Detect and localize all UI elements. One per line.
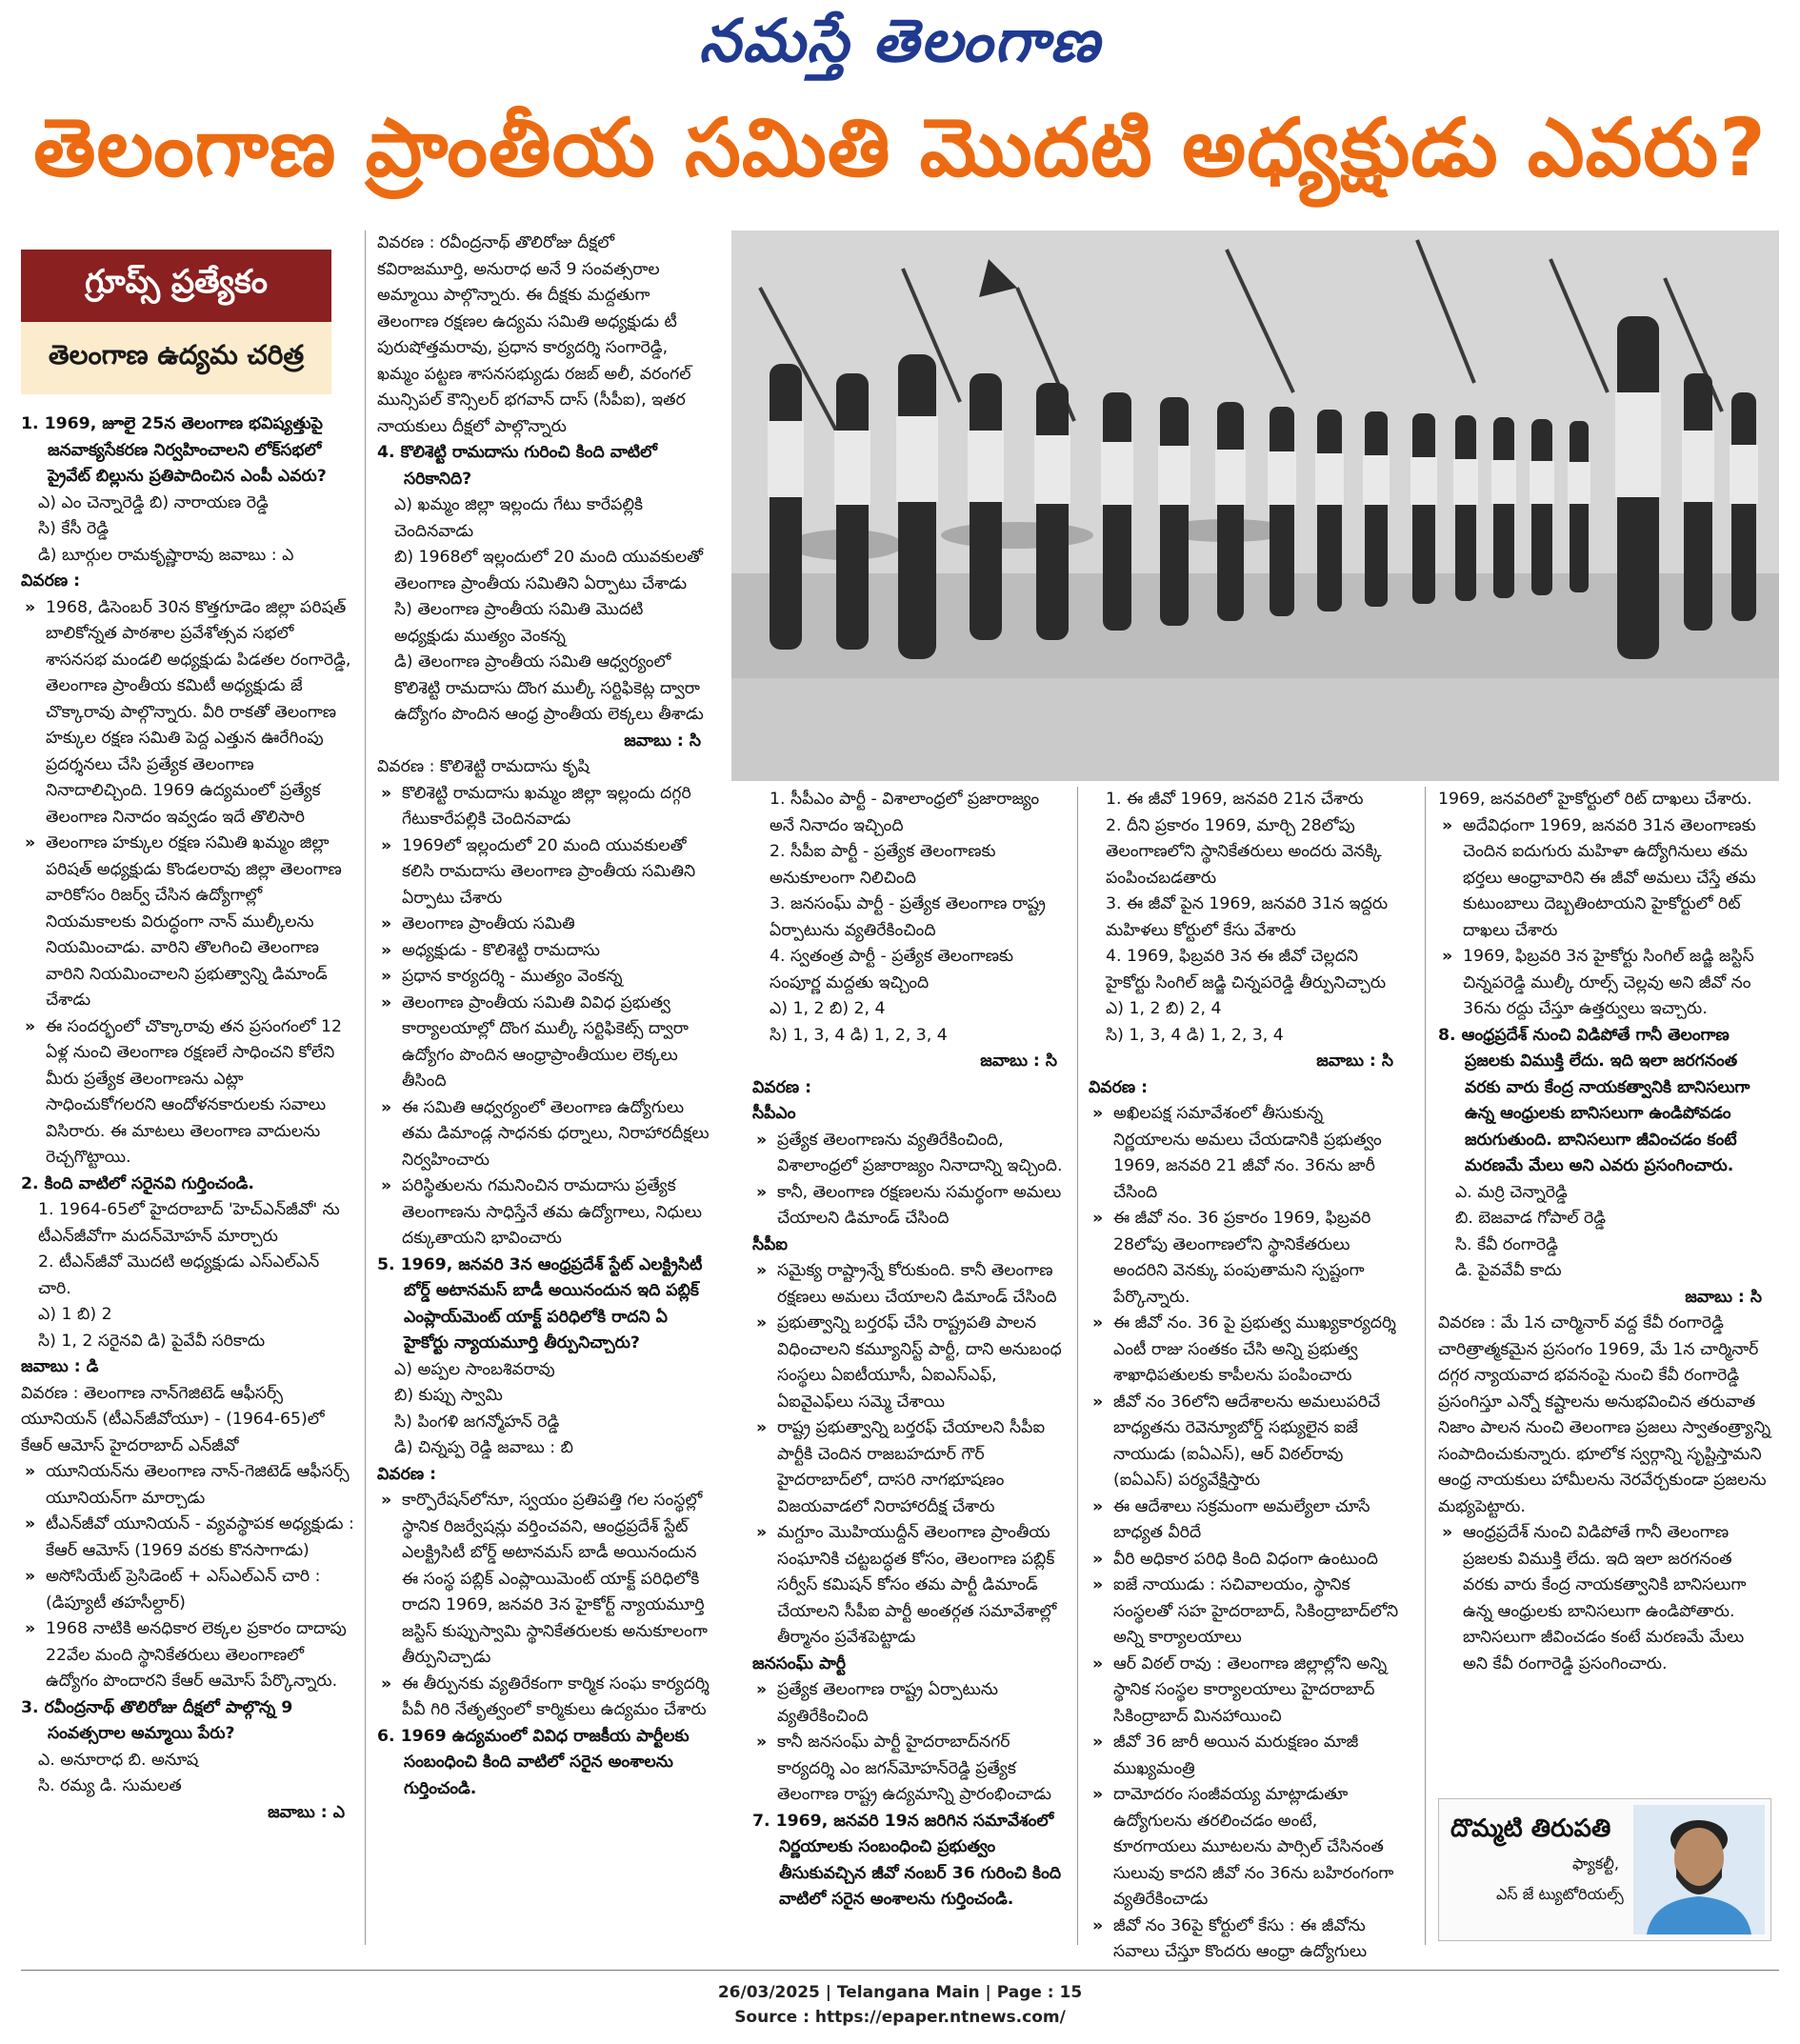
marching-volunteers-illustration [731,230,1779,781]
bullet-text: » జీవో 36 జారీ అయిన మరుక్షణం మాజీ ముఖ్యమంత్రి [1089,1730,1403,1782]
option-line: సి) తెలంగాణ ప్రాంతీయ సమితి మొదటి అధ్యక్షుడు ముత్యం వెంకన్న [394,600,644,646]
option-line: సి. రమ్య డి. సుమలత [38,1776,182,1795]
author-organization: ఎస్ జే ట్యుటోరియల్స్ [1496,1885,1624,1903]
bullet-text: » కొలిశెట్టి రామదాసు ఖమ్మం జిల్లా ఇల్లందు దగ్గరి గేటుకారేపల్లికి చెందినవాడు [377,781,710,833]
statement-line: 1. సీపీఎం పార్టీ - విశాలాంధ్రలో ప్రజారాజ్యం అనే నినాదం ఇచ్చింది [770,790,1040,835]
author-photo [1633,1805,1765,1934]
statement-line: 1. ఈ జీవో 1969, జనవరి 21న చేశారు [1106,790,1364,809]
badge-title: గ్రూప్స్ ప్రత్యేకం [21,250,331,322]
bullet-text: » తెలంగాణ ప్రాంతీయ సమితి [377,912,710,938]
subheading: సీపీఎం [752,1104,796,1123]
option-line: సి) పింగళి జగన్మోహన్ రెడ్డి [394,1412,560,1432]
bullet-text: » 1968, డిసెంబర్ 30న కొత్తగూడెం జిల్లా పరిషత్ బాలికోన్నత పాఠశాల ప్రవేశోత్సవ సభలో శాసనసభ మండలి అధ్యక్షుడు పిడతల రంగారెడ్డి, తెలంగాణ ప్రాంతీయ కమిటీ అధ్యక్షుడు జే చొక్కారావు పాల్గొన్నారు. వీరి రాకతో తెలంగాణ హక్కుల రక్షణ సమితి పెద్ద ఎత్తున ఊరేగింపు ప్రదర్శనలు చేసి ప్రత్యేక తెలంగాణ నినాదాలిచ్చింది. 1969 ఉద్యమంలో ప్రత్యేక తెలంగాణ నినాదం ఇవ్వడం ఇదే తొలిసారి [21,595,354,832]
statement-line: 2. టీఎన్‌జీవో మొదటి అధ్యక్షుడు ఎస్‌ఎల్‌ఎన్ చారి. [38,1252,320,1298]
option-line: సి) 1, 2 సరైనవి డి) పైవేవీ సరికాదు [38,1331,266,1351]
section-badge [21,250,331,394]
bullet-text: » వీరి అధికార పరిధి కింది విధంగా ఉంటుంది [1089,1547,1403,1573]
statement-line: 3. జనసంఘ్ పార్టీ - ప్రత్యేక తెలంగాణ రాష్ట్ర ఏర్పాటును వ్యతిరేకించింది [770,894,1046,940]
question-8: 8. ఆంధ్రప్రదేశ్ నుంచి విడిపోతే గానీ తెలంగాణ ప్రజలకు విముక్తి లేదు. ఇది ఇలా జరగనంత వరకు వారు కేంద్ర నాయకత్వానికి బానిసలుగా ఉన్న ఆంధ్రులకు బానిసలుగా ఉండిపోవడం జరుగుతుంది. బానిసలుగా జీవించడం కంటే మరణమే మేలు అని ఎవరు ప్రసంగించారు. [1438,1025,1750,1175]
page-headline: తెలంగాణ ప్రాంతీయ సమితి మొదటి అధ్యక్షుడు ఎవరు? [33,101,1767,194]
explanation-text: వివరణ : తెలంగాణ నాన్‌గెజిటెడ్ ఆఫీసర్స్ యూనియన్ (టీఎన్‌జీవోయూ) - (1964-65)లో కేఆర్ ఆమోస్ హైదరాబాద్ ఎన్‌జీవో [21,1383,325,1455]
bullet-text: » 1969లో ఇల్లందులో 20 మంది యువకులతో కలిసి రామదాసు తెలంగాణ ప్రాంతీయ సమితిని ఏర్పాటు చేశారు [377,833,710,912]
bullet-text: » ప్రత్యేక తెలంగాణ రాష్ట్ర ఏర్పాటును వ్యతిరేకించింది [752,1677,1067,1730]
answer-line: జవాబు : సి [624,731,701,751]
article-column-2 [377,230,710,1802]
explanation-text: 1969, జనవరిలో హైకోర్టులో రిట్ దాఖలు చేశారు. [1438,790,1752,809]
answer-line: జవాబు : సి [1316,1052,1393,1071]
explanation-text: వివరణ : రవీంద్రనాథ్ తొలిరోజు దీక్షలో కవిరాజమూర్తి, అనురాధ అనే 9 సంవత్సరాల అమ్మాయి పాల్గొన్నారు. ఈ దీక్షకు మద్దతుగా తెలంగాణ రక్షణల ఉద్యమ సమితి అధ్యక్షుడు టీ పురుషోత్తమరావు, ప్రధాన కార్యదర్శి సంగారెడ్డి, ఖమ్మం పట్టణ శాసనసభ్యుడు రజబ్ అలీ, వరంగల్ మున్సిపల్ కౌన్సిలర్ భగవాన్ దాస్ (సీపీఐ), ఇతర నాయకులు దీక్షలో పాల్గొన్నారు [377,233,691,436]
explanation-label: వివరణ : [1089,1077,1149,1097]
option-line: ఎ. అనూరాధ బి. అనూష [38,1750,199,1770]
column-divider [1425,787,1426,1945]
bullet-text: » జీవో నం 36పై కోర్టులో కేసు : ఈ జీవోను సవాలు చేస్తూ కొందరు ఆంధ్రా ఉద్యోగులు [1089,1914,1403,1966]
bullet-text: » మగ్దూం మొహియుద్దీన్ తెలంగాణ ప్రాంతీయ సంఘానికి చట్టబద్ధత కోసం, తెలంగాణ పబ్లిక్ సర్వీస్ కమిషన్ కోసం తమ పార్టీ డిమాండ్ చేయాలని సీపీఐ పార్టీ అంతర్గత సమావేశాల్లో తీర్మానం ప్రవేశపెట్టాడు [752,1520,1067,1652]
statement-line: 4. 1969, ఫిబ్రవరి 3న ఈ జీవో చెల్లదని హైకోర్టు సింగిల్ జడ్జి చిన్నపరెడ్డి తీర్పునిచ్చారు [1106,947,1387,992]
person-portrait-icon [1633,1805,1765,1934]
option-line: ఎ) ఎం చెన్నారెడ్డి బి) నారాయణ రెడ్డి [38,492,269,512]
option-line: సి) 1, 3, 4 డి) 1, 2, 3, 4 [770,1025,948,1045]
bullet-text: » ఆంధ్రప్రదేశ్ నుంచి విడిపోతే గానీ తెలంగాణ ప్రజలకు విముక్తి లేదు. ఇది ఇలా జరగనంత వరకు వారు కేంద్ర నాయకత్వానికి బానిసలుగా ఉన్న ఆంధ్రులకు బానిసలుగా ఉండిపోతారు. బానిసలుగా జీవించడం కంటే మరణమే మేలు అని కేవీ రంగారెడ్డి ప్రసంగించారు. [1438,1520,1771,1677]
bullet-text: » ఈ జీవో నం. 36 పై ప్రభుత్వ ముఖ్యకార్యదర్శి ఎంటీ రాజు సంతకం చేసి అన్ని ప్రభుత్వ శాఖాధిపతులకు కాపీలను పంపించారు [1089,1311,1403,1390]
option-line: ఎ) 1, 2 బి) 2, 4 [770,999,886,1018]
option-line: బి) కుప్పు స్వామి [394,1386,503,1405]
answer-line: జవాబు : సి [1685,1287,1762,1307]
historical-photo [731,230,1779,781]
option-line: బి) 1968లో ఇల్లందులో 20 మంది యువకులతో తెలంగాణ ప్రాంతీయ సమితిని ఏర్పాటు చేశాడు [394,548,704,593]
bullet-text: » ఆర్ విఠల్ రావు : తెలంగాణ జిల్లాల్లోని అన్ని స్థానిక సంస్థల కార్యాలయాలు హైదరాబాద్ సికింద్రాబాద్ మినహాయించి [1089,1652,1403,1731]
footer-source: Source : https://epaper.ntnews.com/ [734,2008,1066,2027]
bullet-text: » అఖిలపక్ష సమావేశంలో తీసుకున్న నిర్ణయాలను అమలు చేయడానికి ప్రభుత్వం 1969, జనవరి 21 జీవో నం. 36ను జారీ చేసింది [1089,1101,1403,1206]
bullet-text: » సమైక్య రాష్ట్రాన్నే కోరుకుంది. కానీ తెలంగాణ రక్షణలు అమలు చేయాలని డిమాండ్ చేసింది [752,1258,1067,1311]
option-line: డి) బూర్గుల రామకృష్ణారావు జవాబు : ఎ [38,545,294,565]
column-divider [365,230,366,1945]
answer-line: జవాబు : సి [980,1052,1057,1071]
article-column-1 [21,411,354,1826]
bullet-text: » యూనియన్‌ను తెలంగాణ నాన్-గెజిటెడ్ ఆఫీసర్స్ యూనియన్‌గా మార్చాడు [21,1459,354,1512]
question-1: 1. 1969, జూలై 25న తెలంగాణ భవిష్యత్తుపై జనవాక్యసేకరణ నిర్వహించాలని లోక్‌సభలో ప్రైవేట్ బిల్లును ప్రతిపాదించిన ఎంపీ ఎవరు? [21,414,327,486]
statement-line: 3. ఈ జీవో పైన 1969, జనవరి 31న ఇద్దరు మహిళలు కోర్టులో కేసు వేశారు [1106,894,1389,940]
article-column-3 [752,787,1067,1914]
author-name: దొమ్మటి తిరుపతి [1450,1814,1611,1843]
question-7: 7. 1969, జనవరి 19న జరిగిన సమావేశంలో నిర్ణయాలకు సంబంధించి ప్రభుత్వం తీసుకువచ్చిన జీవో నంబర్ 36 గురించి కింది వాటిలో సరైన అంశాలను గుర్తించండి. [752,1811,1062,1909]
bullet-text: » ఈ జీవో నం. 36 ప్రకారం 1969, ఫిబ్రవరి 28లోపు తెలంగాణలోని స్థానికేతరులు అందరిని వెనక్కు పంపుతామని స్పష్టంగా పేర్కొన్నారు. [1089,1206,1403,1311]
question-2: 2. కింది వాటిలో సరైనవి గుర్తించండి. [21,1173,254,1193]
option-line: డి. పైవవేవీ కాదు [1455,1261,1562,1280]
bullet-text: » తెలంగాణ ప్రాంతీయ సమితి వివిధ ప్రభుత్వ కార్యాలయాల్లో దొంగ ముల్కీ సర్టిఫికెట్స్ ద్వారా ఉద్యోగం పొందిన ఆంధ్రాప్రాంతీయుల లెక్కలు తీసింది [377,991,710,1095]
answer-line: జవాబు : డి [21,1357,99,1376]
bullet-text: » 1968 నాటికి అనధికార లెక్కల ప్రకారం దాదాపు 22వేల మంది స్థానికేతరులు తెలంగాణలో ఉద్యోగం పొందారని కేఆర్ ఆమోస్ పేర్కొన్నారు. [21,1616,354,1695]
option-line: ఎ) 1 బి) 2 [38,1305,112,1324]
option-line: సి) 1, 3, 4 డి) 1, 2, 3, 4 [1106,1025,1284,1045]
author-box [1438,1798,1771,1941]
explanation-text: వివరణ : కొలిశెట్టి రామదాసు కృషి [377,757,590,776]
bullet-text: » కానీ జనసంఘ్ పార్టీ హైదరాబాద్‌నగర్ కార్యదర్శి ఎం జగన్‌మోహన్‌రెడ్డి ప్రత్యేక తెలంగాణ రాష్ట్ర ఉద్యమాన్ని ప్రారంభించాడు [752,1730,1067,1809]
answer-line: జవాబు : ఎ [268,1802,345,1822]
bullet-text: » తెలంగాణ హక్కుల రక్షణ సమితి ఖమ్మం జిల్లా పరిషత్ అధ్యక్షుడు కొండలరావు జిల్లా తెలంగాణ వారికోసం రిజర్వ్ చేసిన ఉద్యోగాల్లో నియమకాలకు విరుద్ధంగా నాన్ ముల్కీలను నియమించాడు. వారిని తొలగించి తెలంగాణ వారిని నియమించాలని ప్రభుత్వాన్ని డిమాండ్ చేశాడు [21,831,354,1014]
option-line: డి) తెలంగాణ ప్రాంతీయ సమితి ఆధ్వర్యంలో కొలిశెట్టి రామదాసు దొంగ ముల్కీ సర్టిఫికెట్ల ద్వారా ఉద్యోగం పొందిన ఆంధ్ర ప్రాంతీయ లెక్కలు తీశాడు [394,652,704,724]
article-column-5 [1438,787,1771,1677]
statement-line: 2. దీని ప్రకారం 1969, మార్చి 28లోపు తెలంగాణలోని స్థానికేతరులు అందరు వెనక్కి పంపించబడతారు [1106,815,1382,888]
bullet-text: » దామోదరం సంజీవయ్య మాట్లాడుతూ ఉద్యోగులను తరలించడం అంటే, కూరగాయలు మూటలను పార్సిల్ చేసినంత సులువు కాదని జీవో నం 36ను బహిరంగంగా వ్యతిరేకించాడు [1089,1782,1403,1914]
explanation-label: వివరణ : [377,1464,437,1484]
statement-line: 1. 1964-65లో హైదరాబాద్ 'హెచ్‌ఎన్‌జీవో' ను టీఎన్‌జీవోగా మదన్‌మోహన్ మార్చారు [38,1200,340,1246]
bullet-text: » అధ్యక్షుడు - కొలిశెట్టి రామదాసు [377,938,710,965]
subheading: జనసంఘ్ పార్టీ [752,1653,847,1673]
bullet-text: » జీవో నం 36లోని ఆదేశాలను అమలుపరిచే బాధ్యతను రెవెన్యూబోర్డ్ సభ్యులైన ఐజే నాయుడు (ఐఏఎస్), ఆర్ విఠల్‌రావు (ఐఏఎస్) పర్యవేక్షిస్తారు [1089,1390,1403,1494]
option-line: సి. కేవీ రంగారెడ్డి [1455,1234,1558,1254]
question-4: 4. కొలిశెట్టి రామదాసు గురించి కింది వాటిలో సరికానిది? [377,443,657,489]
bullet-text: » కార్పొరేషన్‌లోనూ, స్వయం ప్రతిపత్తి గల సంస్థల్లో స్థానిక రిజర్వేషన్లు వర్తించవని, ఆంధ్రప్రదేశ్ స్టేట్ ఎలక్ట్రిసిటీ బోర్డ్ అటానమస్ బాడీ అయినందున ఈ సంస్థ పబ్లిక్ ఎంప్లాయిమెంట్ యాక్ట్ పరిధిలోకి రాదని 1969, జనవరి 3న హైకోర్ట్ న్యాయమూర్తి జస్టిస్ కుప్పుస్వామి స్థానికేతరులకు అనుకూలంగా తీర్పునిచ్చాడు [377,1488,710,1672]
option-line: ఎ) 1, 2 బి) 2, 4 [1106,999,1222,1018]
author-role: ఫ్యాకల్టీ, [1572,1854,1619,1873]
option-line: ఎ) అప్పల సాంబశివరావు [394,1359,555,1379]
option-line: ఎ. మర్రి చెన్నారెడ్డి [1455,1182,1568,1202]
explanation-label: వివరణ : [752,1077,812,1097]
bullet-text: » కానీ, తెలంగాణ రక్షణలను సమర్థంగా అమలు చేయాలని డిమాండ్ చేసింది [752,1180,1067,1232]
bullet-text: » టీఎన్‌జీవో యూనియన్ - వ్యవస్థాపక అధ్యక్షుడు : కేఆర్ ఆమోస్ (1969 వరకు కొనసాగాడు) [21,1512,354,1564]
option-line: ఎ) ఖమ్మం జిల్లా ఇల్లందు గేటు కారేపల్లికి చెందినవాడు [394,495,644,541]
explanation-text: వివరణ : మే 1న చార్మినార్ వద్ద కేవీ రంగారెడ్డి చారిత్రాత్మకమైన ప్రసంగం 1969, మే 1న చార్మినార్ దగ్గర న్యాయవాద భవనంపై నుంచి కేవీ రంగారెడ్డి ప్రసంగిస్తూ ఎన్నో కష్టాలను అనుభవించిన తరువాత నిజాం పాలన నుంచి తెలంగాణ ప్రజలు స్వాతంత్ర్యాన్ని సంపాదించుకున్నారు. భూలోక స్వర్గాన్ని సృష్టిస్తామని ఆంధ్ర నాయకులు హామీలను నెరవేర్చకుండా ప్రజలను మభ్యపెట్టారు. [1438,1313,1771,1516]
explanation-label: వివరణ : [21,571,81,591]
bullet-text: » ప్రత్యేక తెలంగాణను వ్యతిరేకించింది, విశాలాంధ్రలో ప్రజారాజ్యం నినాదాన్ని ఇచ్చింది. [752,1128,1067,1180]
bullet-text: » ప్రధాన కార్యదర్శి - ముత్యం వెంకన్న [377,964,710,991]
bullet-text: » రాష్ట్ర ప్రభుత్వాన్ని బర్తరఫ్ చేయాలని సీపీఐ పార్టీకి చెందిన రాజబహదూర్ గౌర్ హైదరాబాద్‌లో, దాసరి నాగభూషణం విజయవాడలో నిరాహారదీక్ష చేశారు [752,1415,1067,1520]
masthead-logo: నమస్తే తెలంగాణ [698,6,1102,75]
article-column-4 [1089,787,1403,1966]
bullet-text: » పరిస్థితులను గమనించిన రామదాసు ప్రత్యేక తెలంగాణను సాధిస్తేనే తమ ఉద్యోగాలు, నిధులు దక్కుతాయని భావించారు [377,1173,710,1252]
bullet-text: » 1969, ఫిబ్రవరి 3న హైకోర్టు సింగిల్ జడ్జి జస్టిస్ చిన్నపరెడ్డి ముల్కీ రూల్స్ చెల్లవు అని జీవో నం 36ను రద్దు చేస్తూ ఉత్తర్వులు ఇచ్చారు. [1438,944,1771,1023]
bullet-text: » ప్రభుత్వాన్ని బర్తరఫ్ చేసి రాష్ట్రపతి పాలన విధించాలని కమ్యూనిస్ట్ పార్టీ, దాని అనుబంధ సంస్థలు ఏఐటీయూసీ, ఏఐఎస్ఎఫ్, ఏఐవైఎఫ్‌లు సమ్మె చేశాయి [752,1311,1067,1415]
bullet-text: » అదేవిధంగా 1969, జనవరి 31న తెలంగాణకు చెందిన ఐదుగురు మహిళా ఉద్యోగినులు తమ భర్తలు ఆంధ్రావారిని ఈ జీవో అమలు చేస్తే తమ కుటుంబాలు దెబ్బతింటాయని హైకోర్టులో రిట్ దాఖలు చేశారు [1438,813,1771,945]
question-5: 5. 1969, జనవరి 3న ఆంధ్రప్రదేశ్ స్టేట్ ఎలక్ట్రిసిటీ బోర్డ్ అటానమస్ బాడీ అయినందున ఇది పబ్లిక్ ఎంప్లాయ్‌మెంట్ యాక్ట్ పరిధిలోకి రాదని ఏ హైకోర్టు న్యాయమూర్తి తీర్పునిచ్చారు? [377,1254,703,1353]
badge-subtitle: తెలంగాణ ఉద్యమ చరిత్ర [21,322,331,394]
option-line: సి) కేసీ రెడ్డి [38,519,110,538]
column-divider [1077,787,1078,1945]
bullet-text: » అసోసియేట్ ప్రెసిడెంట్ + ఎస్‌ఎల్‌ఎన్ చారి : (డిప్యూటీ తహసీల్దార్) [21,1564,354,1616]
footer-date-page: 26/03/2025 | Telangana Main | Page : 15 [717,1983,1083,2002]
bullet-text: » ఈ సందర్భంలో చొక్కారావు తన ప్రసంగంలో 12 ఏళ్ల నుంచి తెలంగాణ రక్షణలే సాధించని కోలేని మీరు ప్రత్యేక తెలంగాణను ఎట్లా సాధించుకోగలరని ఆందోళనకారులకు సవాలు విసిరారు. ఈ మాటలు తెలంగాణ వాదులను రెచ్చగొట్టాయి. [21,1014,354,1172]
question-3: 3. రవీంద్రనాథ్ తొలిరోజు దీక్షలో పాల్గొన్న 9 సంవత్సరాల అమ్మాయి పేరు? [21,1697,293,1743]
footer-divider [21,1970,1779,1971]
option-line: బి. బెజవాడ గోపాల్ రెడ్డి [1455,1209,1606,1228]
bullet-text: » ఐజే నాయుడు : సచివాలయం, స్థానిక సంస్థలతో సహ హైదరాబాద్, సికింద్రాబాద్‌లోని అన్ని కార్యాలయాలు [1089,1573,1403,1652]
statement-line: 4. స్వతంత్ర పార్టీ - ప్రత్యేక తెలంగాణకు సంపూర్ణ మద్దతు ఇచ్చింది [770,947,1013,992]
subheading: సీపీఐ [752,1234,788,1254]
bullet-text: » ఈ సమితి ఆధ్వర్యంలో తెలంగాణ ఉద్యోగులు తమ డిమాండ్ల సాధనకు ధర్నాలు, నిరాహారదీక్షలు నిర్వహించారు [377,1095,710,1174]
statement-line: 2. సీపీఐ పార్టీ - ప్రత్యేక తెలంగాణకు అనుకూలంగా నిలిచింది [770,842,996,888]
bullet-text: » ఈ తీర్పునకు వ్యతిరేకంగా కార్మిక సంఘ కార్యదర్శి పీవీ గిరి నేతృత్వంలో కార్మికులు ఉద్యమం చేశారు [377,1672,710,1724]
bullet-text: » ఈ ఆదేశాలు సక్రమంగా అమల్యేలా చూసే బాధ్యత వీరిదే [1089,1494,1403,1547]
option-line: డి) చిన్నప్ప రెడ్డి జవాబు : బి [394,1438,573,1457]
question-6: 6. 1969 ఉద్యమంలో వివిధ రాజకీయ పార్టీలకు సంబంధించి కింది వాటిలో సరైన అంశాలను గుర్తించండి. [377,1726,690,1798]
